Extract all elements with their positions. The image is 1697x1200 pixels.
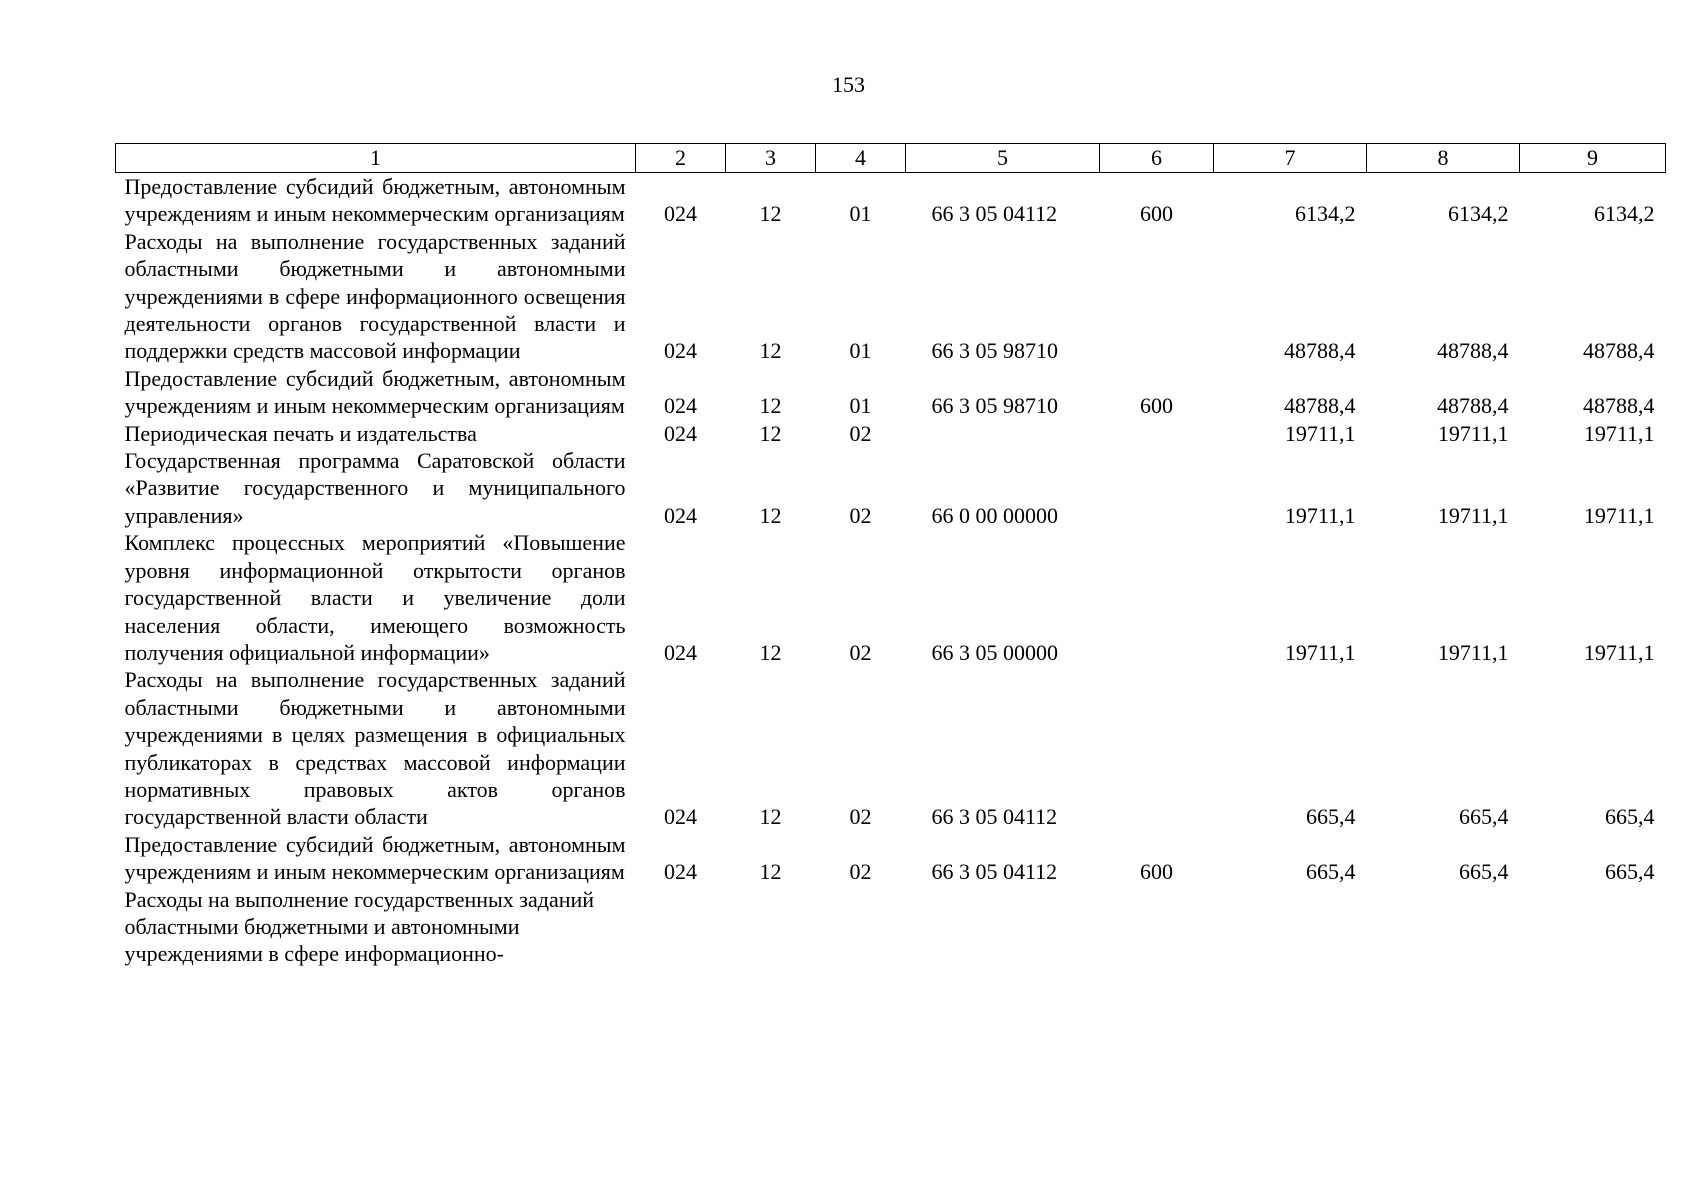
row-target-code: [906, 420, 1100, 447]
header-row: [116, 144, 1666, 173]
row-amount-7: 665,4: [1306, 859, 1356, 885]
row-subsection: 02: [849, 502, 872, 528]
row-amount-9: 665,4: [1605, 804, 1655, 830]
row-amount-7: 665,4: [1306, 804, 1356, 830]
row-amount-8: 19711,1: [1437, 639, 1509, 665]
row-target-code: [906, 886, 1100, 968]
row-section: 12: [759, 502, 782, 528]
row-name: Расходы на выполнение государственных заданий областными бюджетными и автономными учреждениями в целях размещения в официальных публикаторах в средствах массовой информации нормативных правовых актов органов государственной власти области: [124, 667, 626, 830]
budget-table: [115, 143, 1666, 968]
column-header-2: 2: [636, 144, 726, 173]
row-target-code: 66 3 05 04112: [931, 859, 1058, 885]
row-name: Предоставление субсидий бюджетным, автономным учреждениям и иным некоммерческим организациям: [124, 831, 626, 885]
row-ministry-code: 024: [664, 393, 697, 419]
row-name: Государственная программа Саратовской области «Развитие государственного и муниципального управления»: [124, 448, 626, 528]
row-name: Расходы на выполнение государственных заданий областными бюджетными и автономными учреждениями в сфере информационного освещения деятельности органов государственной власти и поддержки средств массовой информации: [124, 228, 626, 364]
table-row: [116, 666, 1666, 830]
row-section: 12: [759, 420, 782, 446]
row-amount-8: 48788,4: [1437, 338, 1509, 364]
row-amount-7: [1214, 886, 1367, 968]
row-amount-9: 48788,4: [1583, 393, 1655, 419]
row-ministry-code: [636, 886, 726, 968]
row-amount-8: [1367, 886, 1520, 968]
row-name: Предоставление субсидий бюджетным, автономным учреждениям и иным некоммерческим организациям: [124, 365, 626, 419]
row-amount-9: 665,4: [1605, 859, 1655, 885]
row-expense-type: 600: [1140, 859, 1173, 885]
row-target-code: 66 3 05 04112: [931, 804, 1058, 830]
column-header-3: 3: [726, 144, 816, 173]
column-header-8: 8: [1367, 144, 1520, 173]
row-amount-9: 19711,1: [1583, 420, 1655, 446]
table-row: [116, 228, 1666, 365]
table-row: [116, 365, 1666, 420]
row-subsection: 02: [849, 859, 872, 885]
row-amount-8: 6134,2: [1448, 201, 1509, 227]
row-target-code: 66 3 05 00000: [931, 639, 1058, 665]
row-target-code: 66 0 00 00000: [931, 502, 1058, 528]
row-amount-8: 19711,1: [1437, 420, 1509, 446]
row-section: 12: [759, 639, 782, 665]
page-number: 153: [832, 72, 865, 97]
row-subsection: 01: [849, 201, 872, 227]
row-subsection: 01: [849, 338, 872, 364]
row-name: Предоставление субсидий бюджетным, автономным учреждениям и иным некоммерческим организациям: [124, 174, 626, 227]
row-target-code: 66 3 05 98710: [931, 393, 1058, 419]
row-name: Расходы на выполнение государственных заданий областными бюджетными и автономными учреждениями в сфере информационно-: [124, 886, 595, 967]
column-header-4: 4: [816, 144, 906, 173]
row-amount-7: 19711,1: [1284, 502, 1356, 528]
row-expense-type: [1100, 529, 1214, 666]
row-expense-type: 600: [1140, 393, 1173, 419]
table-row: [116, 447, 1666, 529]
row-amount-7: 19711,1: [1284, 420, 1356, 446]
row-subsection: 01: [849, 393, 872, 419]
row-ministry-code: 024: [664, 639, 697, 665]
table-row: [116, 173, 1666, 228]
table-row: [116, 886, 1666, 968]
row-amount-7: 48788,4: [1284, 338, 1356, 364]
row-expense-type: [1100, 886, 1214, 968]
row-amount-8: 19711,1: [1437, 502, 1509, 528]
table-row: [116, 529, 1666, 666]
row-amount-8: 48788,4: [1437, 393, 1509, 419]
row-ministry-code: 024: [664, 859, 697, 885]
row-amount-7: 19711,1: [1284, 639, 1356, 665]
row-target-code: 66 3 05 04112: [931, 201, 1058, 227]
table-row: [116, 420, 1666, 447]
row-amount-8: 665,4: [1459, 859, 1509, 885]
column-header-5: 5: [906, 144, 1100, 173]
row-ministry-code: 024: [664, 502, 697, 528]
row-ministry-code: 024: [664, 201, 697, 227]
row-amount-9: [1520, 886, 1666, 968]
row-section: 12: [759, 393, 782, 419]
column-header-7: 7: [1214, 144, 1367, 173]
row-subsection: 02: [849, 804, 872, 830]
row-expense-type: [1100, 420, 1214, 447]
row-name: Периодическая печать и издательства: [124, 420, 477, 446]
row-section: 12: [759, 859, 782, 885]
row-section: 12: [759, 201, 782, 227]
row-ministry-code: 024: [664, 804, 697, 830]
row-amount-9: 48788,4: [1583, 338, 1655, 364]
column-header-6: 6: [1100, 144, 1214, 173]
row-section: [726, 886, 816, 968]
column-header-1: 1: [116, 144, 636, 173]
row-expense-type: [1100, 447, 1214, 529]
row-subsection: 02: [849, 639, 872, 665]
row-amount-7: 48788,4: [1284, 393, 1356, 419]
row-ministry-code: 024: [664, 338, 697, 364]
row-expense-type: [1100, 228, 1214, 365]
row-amount-9: 19711,1: [1583, 502, 1655, 528]
row-name: Комплекс процессных мероприятий «Повышение уровня информационной открытости органов государственной власти и увеличение доли населения области, имеющего возможность получения официальной информации»: [124, 530, 626, 665]
row-expense-type: [1100, 666, 1214, 830]
row-subsection: [816, 886, 906, 968]
row-section: 12: [759, 804, 782, 830]
row-expense-type: 600: [1140, 201, 1173, 227]
row-subsection: 02: [849, 420, 872, 446]
row-section: 12: [759, 338, 782, 364]
row-amount-7: 6134,2: [1295, 201, 1356, 227]
row-amount-8: 665,4: [1459, 804, 1509, 830]
table-row: [116, 831, 1666, 886]
column-header-9: 9: [1520, 144, 1666, 173]
row-amount-9: 6134,2: [1594, 201, 1655, 227]
row-target-code: 66 3 05 98710: [931, 338, 1058, 364]
row-amount-9: 19711,1: [1583, 639, 1655, 665]
row-ministry-code: 024: [664, 420, 697, 446]
